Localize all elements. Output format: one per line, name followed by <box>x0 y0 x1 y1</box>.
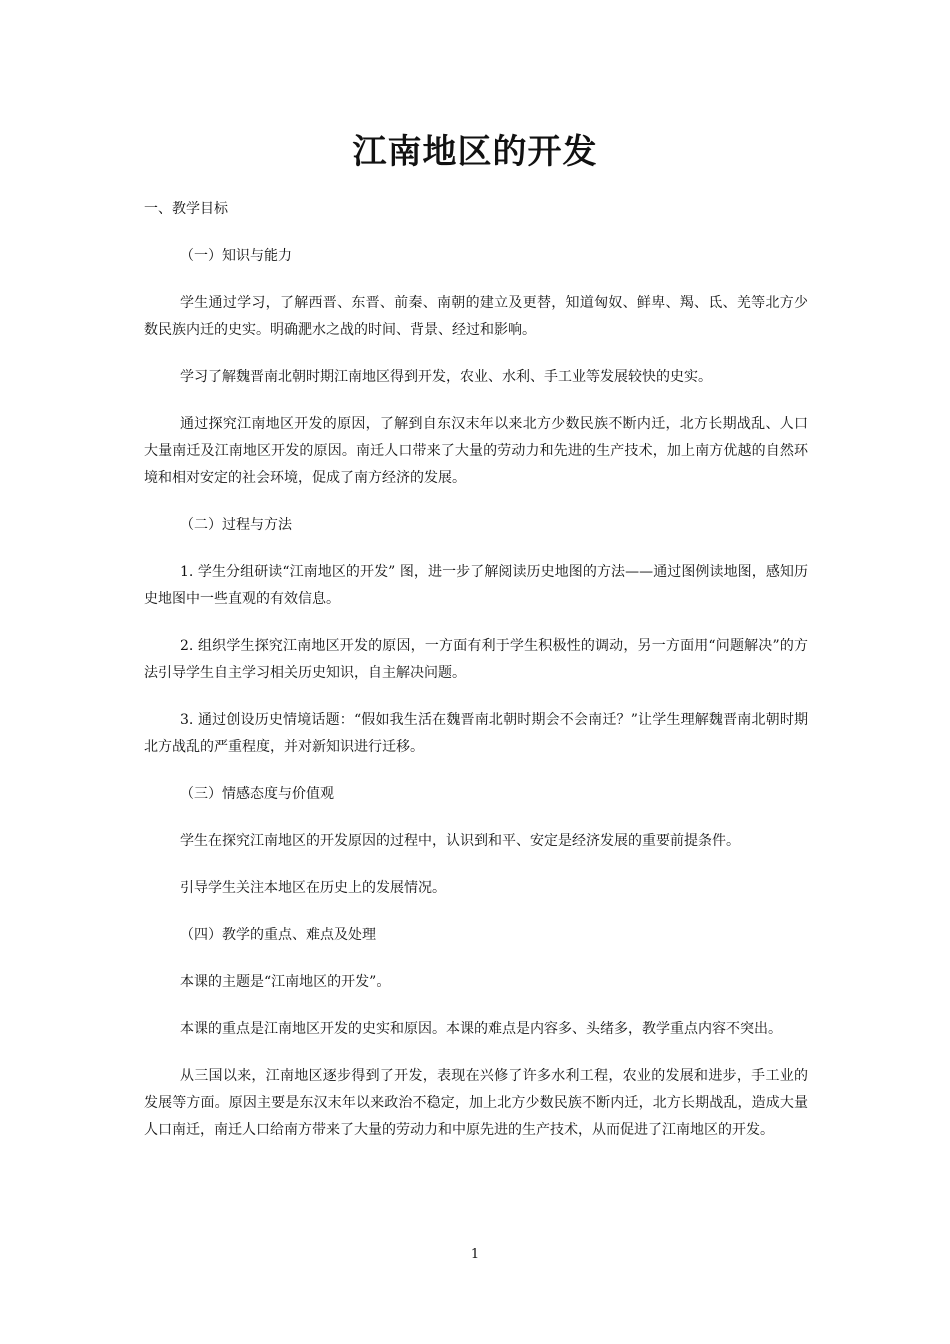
subsection-heading: （一）知识与能力 <box>180 248 292 264</box>
paragraph: 从三国以来，江南地区逐步得到了开发，表现在兴修了许多水利工程，农业的发展和进步，手工业的发展等方面。原因主要是东汉末年以来政治不稳定，加上北方少数民族不断内迁，北方长期战乱，造成大量人口南迁，南迁人口给南方带来了大量的劳动力和中原先进的生产技术，从而促进了江南地区的开发。 <box>144 1068 808 1138</box>
paragraph: 3. 通过创设历史情境话题：“假如我生活在魏晋南北朝时期会不会南迁？”让学生理解魏晋南北朝时期北方战乱的严重程度，并对新知识进行迁移。 <box>144 712 808 755</box>
paragraph: 本课的重点是江南地区开发的史实和原因。本课的难点是内容多、头绪多，教学重点内容不突出。 <box>180 1021 782 1037</box>
subsection-heading: （二）过程与方法 <box>180 517 292 533</box>
paragraph: 1. 学生分组研读“江南地区的开发” 图，进一步了解阅读历史地图的方法——通过图例读地图，感知历史地图中一些直观的有效信息。 <box>144 564 808 607</box>
paragraph: 2. 组织学生探究江南地区开发的原因，一方面有利于学生积极性的调动，另一方面用“问题解决”的方法引导学生自主学习相关历史知识，自主解决问题。 <box>144 638 808 681</box>
paragraph: 学生通过学习，了解西晋、东晋、前秦、南朝的建立及更替，知道匈奴、鲜卑、羯、氐、羌等北方少数民族内迁的史实。明确淝水之战的时间、背景、经过和影响。 <box>144 295 808 338</box>
document-title: 江南地区的开发 <box>352 132 598 172</box>
paragraph: 本课的主题是“江南地区的开发”。 <box>180 974 391 990</box>
paragraph: 引导学生关注本地区在历史上的发展情况。 <box>180 880 446 896</box>
paragraph: 学习了解魏晋南北朝时期江南地区得到开发，农业、水利、手工业等发展较快的史实。 <box>180 369 712 385</box>
section-heading: 一、教学目标 <box>144 201 228 217</box>
document-body <box>144 196 808 1164</box>
subsection-heading: （三）情感态度与价值观 <box>180 786 334 802</box>
subsection-heading: （四）教学的重点、难点及处理 <box>180 927 376 943</box>
paragraph: 通过探究江南地区开发的原因，了解到自东汉末年以来北方少数民族不断内迁，北方长期战乱、人口大量南迁及江南地区开发的原因。南迁人口带来了大量的劳动力和先进的生产技术，加上南方优越的自然环境和相对安定的社会环境，促成了南方经济的发展。 <box>144 416 808 486</box>
paragraph: 学生在探究江南地区的开发原因的过程中，认识到和平、安定是经济发展的重要前提条件。 <box>180 833 740 849</box>
page-number: 1 <box>470 1247 480 1262</box>
